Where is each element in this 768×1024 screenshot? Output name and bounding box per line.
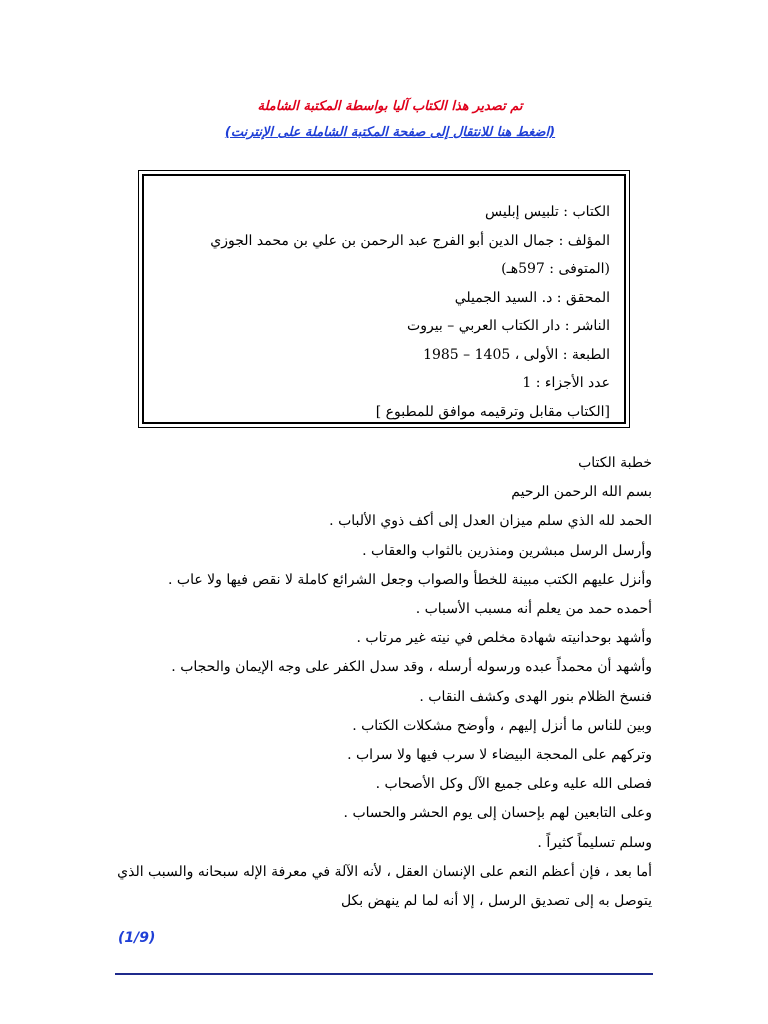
online-library-link[interactable]: (اضغط هنا للانتقال إلى صفحة المكتبة الشاملة على الإنترنت) xyxy=(224,125,556,140)
book-print-note-line: [الكتاب مقابل وترقيمه موافق للمطبوع ] xyxy=(375,403,610,420)
body-line: فصلى الله عليه وعلى جميع الآل وكل الأصحاب . xyxy=(375,776,652,793)
footer-divider xyxy=(115,973,653,975)
body-line: أحمده حمد من يعلم أنه مسبب الأسباب . xyxy=(415,601,652,618)
book-author-line: المؤلف : جمال الدين أبو الفرج عبد الرحمن بن علي بن محمد الجوزي xyxy=(210,232,610,249)
book-publisher-line: الناشر : دار الكتاب العربي – بيروت xyxy=(407,318,610,334)
book-info-inner xyxy=(142,174,626,424)
body-line: أما بعد ، فإن أعظم النعم على الإنسان العقل ، لأنه الآلة في معرفة الإله سبحانه والسبب الذي xyxy=(117,863,652,880)
book-body-text xyxy=(117,449,652,916)
book-death-year-line: (المتوفى : 597هـ) xyxy=(501,261,610,277)
body-line: وأرسل الرسل مبشرين ومنذرين بالثواب والعقاب . xyxy=(362,542,652,559)
body-line: يتوصل به إلى تصديق الرسل ، إلا أنه لما لم ينهض بكل xyxy=(340,893,652,910)
export-note: تم تصدير هذا الكتاب آليا بواسطة المكتبة الشاملة xyxy=(257,99,523,114)
body-line: وسلم تسليماً كثيراً . xyxy=(537,834,652,851)
body-line: وأشهد بوحدانيته شهادة مخلص في نيته غير مرتاب . xyxy=(356,630,652,647)
body-line: الحمد لله الذي سلم ميزان العدل إلى أكف ذوي الألباب . xyxy=(329,513,652,530)
book-title-line: الكتاب : تلبيس إبليس xyxy=(485,204,610,220)
book-volumes-line: عدد الأجزاء : 1 xyxy=(522,375,610,391)
body-line: وعلى التابعين لهم بإحسان إلى يوم الحشر والحساب . xyxy=(343,805,652,822)
book-info-box xyxy=(138,170,630,428)
body-line: وبين للناس ما أنزل إليهم ، وأوضح مشكلات الكتاب . xyxy=(352,717,652,734)
body-line: وأشهد أن محمداً عبده ورسوله أرسله ، وقد سدل الكفر على وجه الإيمان والحجاب . xyxy=(171,659,652,676)
body-line: فنسخ الظلام بنور الهدى وكشف النقاب . xyxy=(419,688,652,705)
page-number: (1/9) xyxy=(118,930,156,946)
book-edition-line: الطبعة : الأولى ، 1405 – 1985 xyxy=(423,346,610,363)
export-header xyxy=(0,96,768,144)
book-editor-line: المحقق : د. السيد الجميلي xyxy=(454,289,610,306)
body-line: بسم الله الرحمن الرحيم xyxy=(511,484,652,501)
body-line: وأنزل عليهم الكتب مبينة للخطأ والصواب وجعل الشرائع كاملة لا نقص فيها ولا عاب . xyxy=(167,571,652,588)
section-heading: خطبة الكتاب xyxy=(578,455,652,471)
body-line: وتركهم على المحجة البيضاء لا سرب فيها ولا سراب . xyxy=(347,747,652,764)
